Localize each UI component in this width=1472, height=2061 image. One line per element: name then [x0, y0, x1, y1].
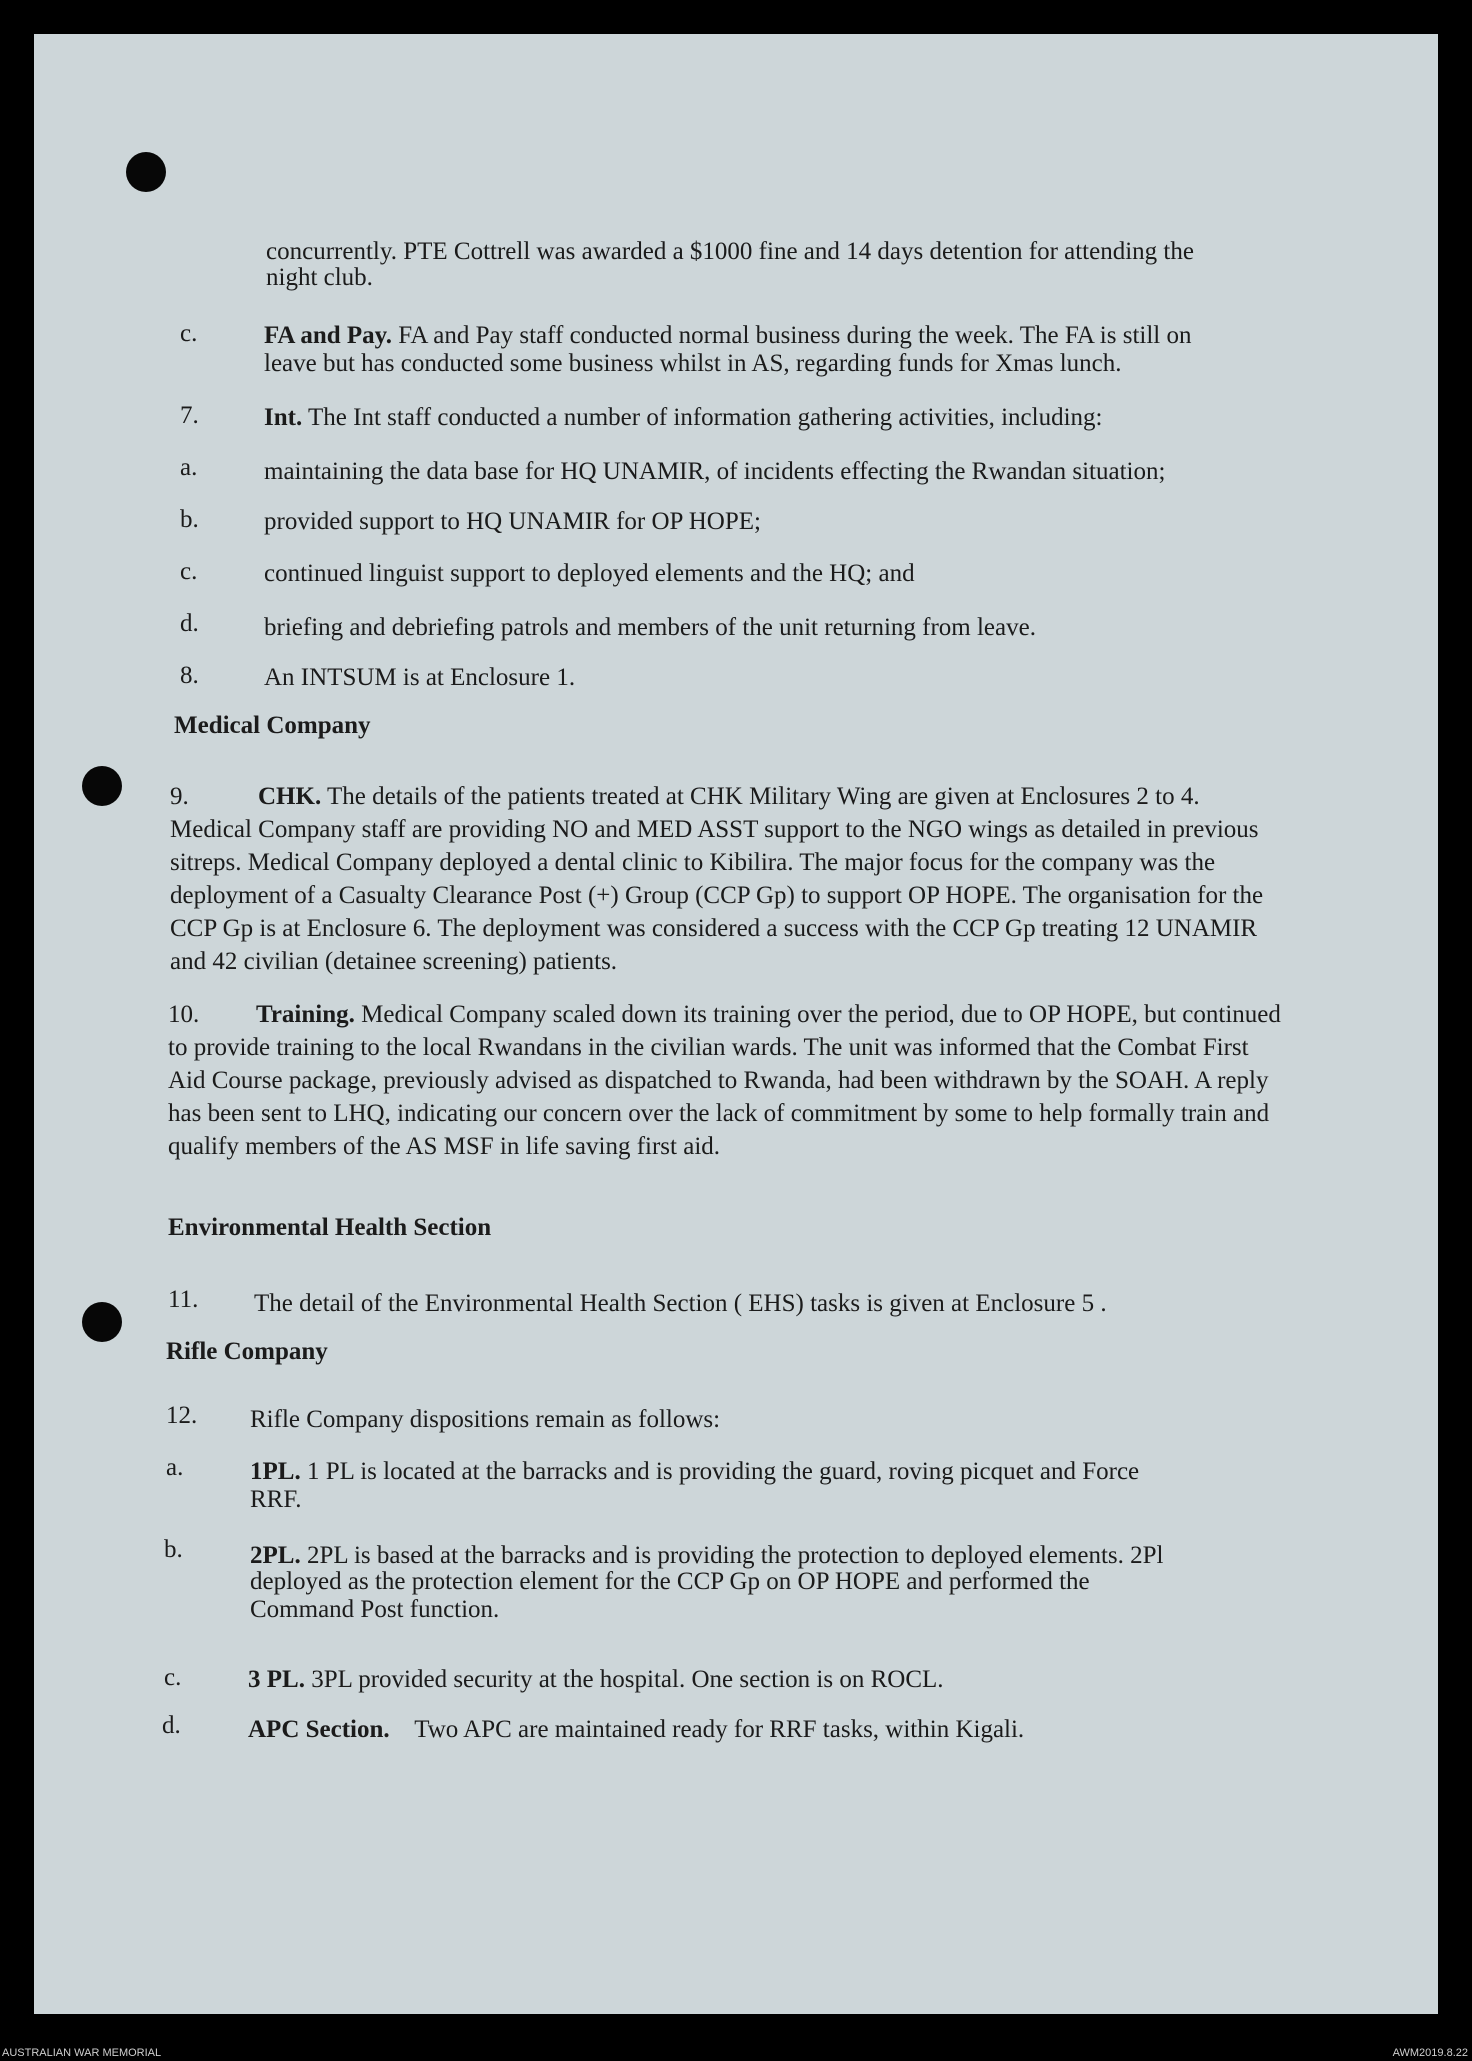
int-item-b-text: provided support to HQ UNAMIR for OP HOPE;: [264, 508, 761, 535]
int-title: Int.: [264, 404, 303, 431]
int-item-b-marker: b.: [180, 506, 199, 533]
int-item-a-text: maintaining the data base for HQ UNAMIR, of incidents effecting the Rwandan situation;: [264, 458, 1166, 485]
fa-pay-title: FA and Pay.: [264, 322, 393, 349]
rifle-a-text: 1 PL is located at the barracks and is providing the guard, roving picquet and Force: [300, 1458, 1140, 1485]
rifle-marker: 12.: [166, 1402, 198, 1429]
int-item-d-text: briefing and debriefing patrols and members of the unit returning from leave.: [264, 614, 1036, 641]
rifle-d-marker: d.: [162, 1712, 181, 1739]
p10-text: Medical Company scaled down its training over the period, due to OP HOPE, but continued to provide training to the local Rwandans in the civilian wards. The unit was informed that the Combat First Aid Course package, previously advised as dispatched to Rwanda, had been withdrawn by the SOAH. A reply has been sent to LHQ, indicating our concern over the lack of commitment by some to help formally train and qualify members of the AS MSF in life saving first aid.: [168, 1001, 1281, 1160]
int-item-a-marker: a.: [180, 454, 198, 481]
p9-title: CHK.: [258, 783, 322, 810]
rifle-a-marker: a.: [166, 1454, 184, 1481]
rifle-a-title: 1PL.: [250, 1458, 301, 1485]
rifle-d-line: [248, 1714, 1024, 1746]
int-item-c-text: continued linguist support to deployed elements and the HQ; and: [264, 560, 915, 587]
p10-number: 10.: [168, 1001, 200, 1028]
rifle-b-title: 2PL.: [250, 1542, 301, 1569]
rifle-c-line: [248, 1664, 944, 1696]
rifle-c-marker: c.: [164, 1664, 182, 1691]
rifle-b-marker: b.: [164, 1536, 183, 1563]
intro-line-2: night club.: [266, 264, 373, 291]
document-page: [34, 34, 1438, 2014]
fa-pay-text: FA and Pay staff conducted normal business during the week. The FA is still on: [392, 322, 1192, 349]
rifle-a-line-2: RRF.: [250, 1486, 302, 1513]
punch-hole-top: [126, 152, 166, 192]
int-item-d-marker: d.: [180, 610, 199, 637]
int-line: [264, 402, 1102, 434]
fa-pay-marker: c.: [180, 320, 198, 347]
rifle-text: Rifle Company dispositions remain as follows:: [250, 1406, 721, 1433]
medical-company-heading: Medical Company: [174, 712, 371, 739]
intsum-text: An INTSUM is at Enclosure 1.: [264, 664, 576, 691]
intro-line-1: concurrently. PTE Cottrell was awarded a $1000 fine and 14 days detention for attending the: [266, 238, 1194, 265]
p9-number: 9.: [170, 783, 189, 810]
int-text: The Int staff conducted a number of information gathering activities, including:: [302, 404, 1103, 431]
footer-right-caption: AWM2019.8.22: [1392, 2047, 1468, 2059]
fa-pay-line-2: leave but has conducted some business whilst in AS, regarding funds for Xmas lunch.: [264, 350, 1122, 377]
rifle-c-text: 3PL provided security at the hospital. One section is on ROCL.: [304, 1666, 944, 1693]
ehs-text: The detail of the Environmental Health Section ( EHS) tasks is given at Enclosure 5 .: [254, 1290, 1107, 1317]
punch-hole-bottom: [82, 1302, 122, 1342]
rifle-d-title: APC Section.: [248, 1716, 390, 1743]
rifle-b-line-2: deployed as the protection element for the CCP Gp on OP HOPE and performed the: [250, 1568, 1090, 1595]
int-item-c-marker: c.: [180, 558, 198, 585]
p10-title: Training.: [256, 1001, 355, 1028]
rifle-company-heading: Rifle Company: [166, 1338, 328, 1365]
medical-paragraph-10: [168, 998, 1288, 1163]
intsum-marker: 8.: [180, 662, 199, 689]
ehs-heading: Environmental Health Section: [168, 1214, 492, 1241]
footer-left-caption: AUSTRALIAN WAR MEMORIAL: [2, 2047, 162, 2059]
int-marker: 7.: [180, 402, 199, 429]
p9-text: The details of the patients treated at CHK Military Wing are given at Enclosures 2 to 4. Medical Company staff are providing NO and MED ASST support to the NGO wings as detailed in previous sitreps. Medical Company deployed a dental clinic to Kibilira. The major focus for the company was the deployment of a Casualty Clearance Post (+) Group (CCP Gp) to support OP HOPE. The organisation for the CCP Gp is at Enclosure 6. The deployment was considered a success with the CCP Gp treating 12 UNAMIR and 42 civilian (detainee screening) patients.: [170, 783, 1264, 975]
medical-paragraph-9: [170, 780, 1280, 978]
rifle-b-text: 2PL is based at the barracks and is providing the protection to deployed elements. 2Pl: [300, 1542, 1164, 1569]
rifle-a-line-1: [250, 1456, 1139, 1488]
ehs-marker: 11.: [168, 1286, 199, 1313]
rifle-d-text: Two APC are maintained ready for RRF tasks, within Kigali.: [389, 1716, 1025, 1743]
rifle-c-title: 3 PL.: [248, 1666, 305, 1693]
punch-hole-middle: [82, 766, 122, 806]
rifle-b-line-3: Command Post function.: [250, 1596, 500, 1623]
